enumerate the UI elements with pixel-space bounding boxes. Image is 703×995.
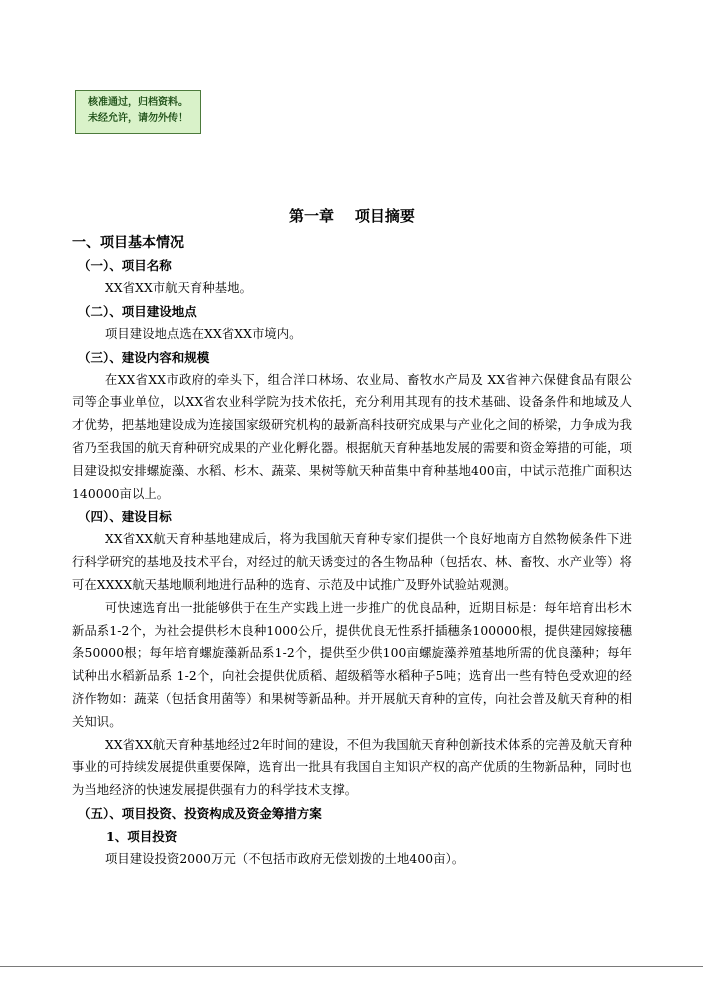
goals-paragraph-2: 可快速选育出一批能够供于在生产实践上进一步推广的优良品种，近期目标是：每年培育出杉木新品系1-2个，为社会提供杉木良种1000公斤，提供优良无性系扦插穗条100000根，提供建园嫁接穗条50000根；每年培育螺旋藻新品系1-2个，提供至少供100亩螺旋藻养殖基地所需的优良藻种；每年试种出水稻新品系 1-2个，向社会提供优质稻、超级稻等水稻种子5吨；选育出一些有特色受欢迎的经济作物如：蔬菜（包括食用菌等）和果树等新品种。并开展航天育种的宣传，向社会普及航天育种的相关知识。 (72, 600, 632, 729)
approval-stamp (75, 90, 201, 134)
section-heading-basic-info: 一、项目基本情况 (72, 235, 184, 251)
subsection-heading-scope: （三）、建设内容和规模 (78, 349, 210, 365)
subsection-heading-investment: （五）、项目投资、投资构成及资金筹措方案 (78, 805, 322, 821)
subsection-heading-goals: （四）、建设目标 (78, 509, 172, 525)
goals-paragraph-1: XX省XX航天育种基地建成后，将为我国航天育种专家们提供一个良好地南方自然物候条件下进行科学研究的基地及技术平台，对经过的航天诱变过的各生物品种（包括农、林、畜牧、水产业等）将可在XXXX航天基地顺利地进行品种的选育、示范及中试推广及野外试验站观测。 (72, 532, 632, 592)
investment-item-heading: 1、项目投资 (106, 828, 178, 844)
page-bottom-divider (0, 966, 703, 967)
project-name-text: XX省XX市航天育种基地。 (105, 281, 252, 295)
chapter-title: 第一章 项目摘要 (289, 207, 415, 225)
stamp-line-1: 核准通过，归档资料。 (88, 97, 188, 108)
location-text: 项目建设地点选在XX省XX市境内。 (105, 326, 302, 341)
subsection-heading-location: （二）、项目建设地点 (78, 303, 197, 319)
subsection-heading-project-name: （一）、项目名称 (78, 258, 172, 273)
scope-paragraph: 在XX省XX市政府的牵头下，组合洋口林场、农业局、畜牧水产局及 XX省神六保健食品有限公司等企事业单位，以XX省农业科学院为技术依托，充分利用其现有的技术基础、设备条件和地域及人才优势，把基地建设成为连接国家级研究机构的最新高科技研究成果与产业化之间的桥梁，力争成为我省乃至我国的航天育种研究成果的产业化孵化器。根据航天育种基地发展的需要和资金筹措的可能，项目建设拟安排螺旋藻、水稻、杉木、蔬菜、果树等航天种苗集中育种基地400亩，中试示范推广面积达140000亩以上。 (72, 372, 632, 501)
goals-paragraph-3: XX省XX航天育种基地经过2年时间的建设，不但为我国航天育种创新技术体系的完善及航天育种事业的可持续发展提供重要保障，选育出一批具有我国自主知识产权的高产优质的生物新品种，同时也为当地经济的快速发展提供强有力的科学技术支撑。 (72, 737, 632, 798)
investment-text: 项目建设投资2000万元（不包括市政府无偿划拨的土地400亩）。 (105, 851, 465, 866)
stamp-line-2: 未经允许，请勿外传！ (88, 113, 188, 124)
document-body (72, 205, 632, 871)
